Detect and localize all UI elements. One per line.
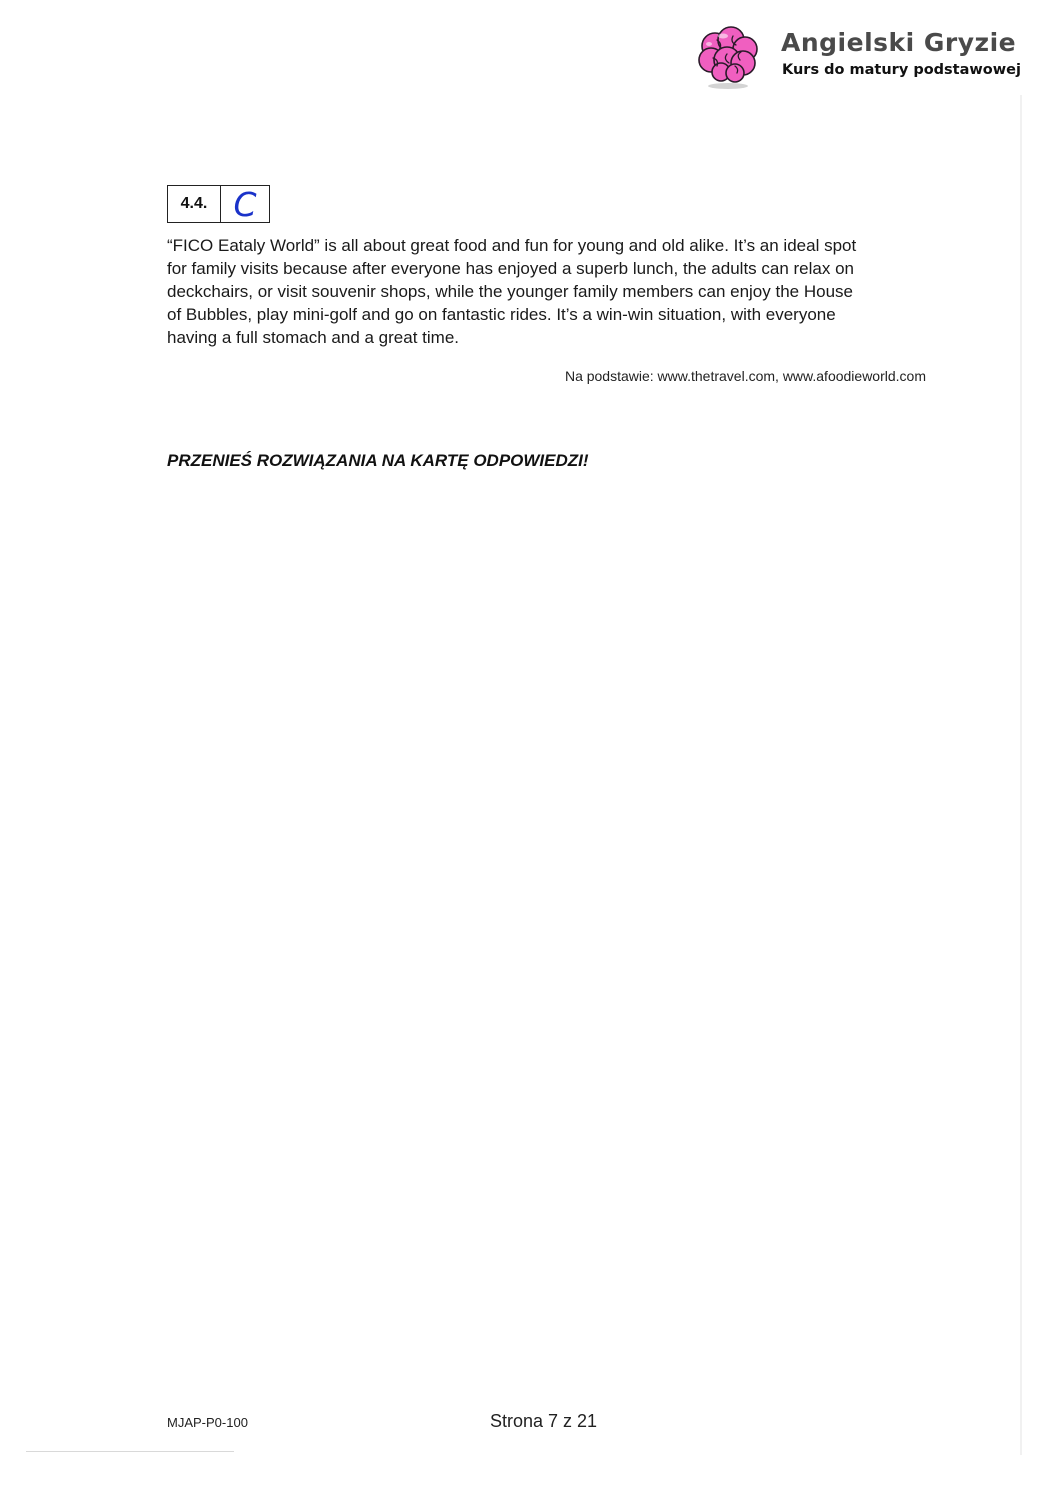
task-number: 4.4.	[168, 186, 221, 222]
brand-header	[695, 24, 1025, 94]
handwritten-answer: C	[233, 184, 257, 224]
answer-box	[167, 185, 270, 223]
passage-line: for family visits because after everyone has enjoyed a superb lunch, the adults can relax on	[167, 259, 854, 278]
page-edge-bottom	[26, 1451, 234, 1452]
source-citation: Na podstawie: www.thetravel.com, www.afoodieworld.com	[564, 368, 926, 384]
passage-line: having a full stomach and a great time.	[167, 328, 459, 347]
transfer-instruction: PRZENIEŚ ROZWIĄZANIA NA KARTĘ ODPOWIEDZI!	[167, 451, 589, 470]
page-number: Strona 7 z 21	[490, 1411, 598, 1431]
passage-line: “FICO Eataly World” is all about great food and fun for young and old alike. It’s an ideal spot	[167, 236, 857, 255]
passage-line: deckchairs, or visit souvenir shops, while the younger family members can enjoy the House	[167, 282, 853, 301]
brain-icon	[695, 24, 761, 90]
passage-text	[167, 234, 927, 349]
passage-line: of Bubbles, play mini-golf and go on fantastic rides. It’s a win-win situation, with everyone	[167, 305, 836, 324]
brand-subtitle: Kurs do matury podstawowej	[782, 62, 1021, 78]
exam-code: MJAP-P0-100	[167, 1415, 248, 1430]
brand-name: Angielski Gryzie	[781, 28, 1017, 57]
page-edge-right	[1020, 95, 1022, 1455]
